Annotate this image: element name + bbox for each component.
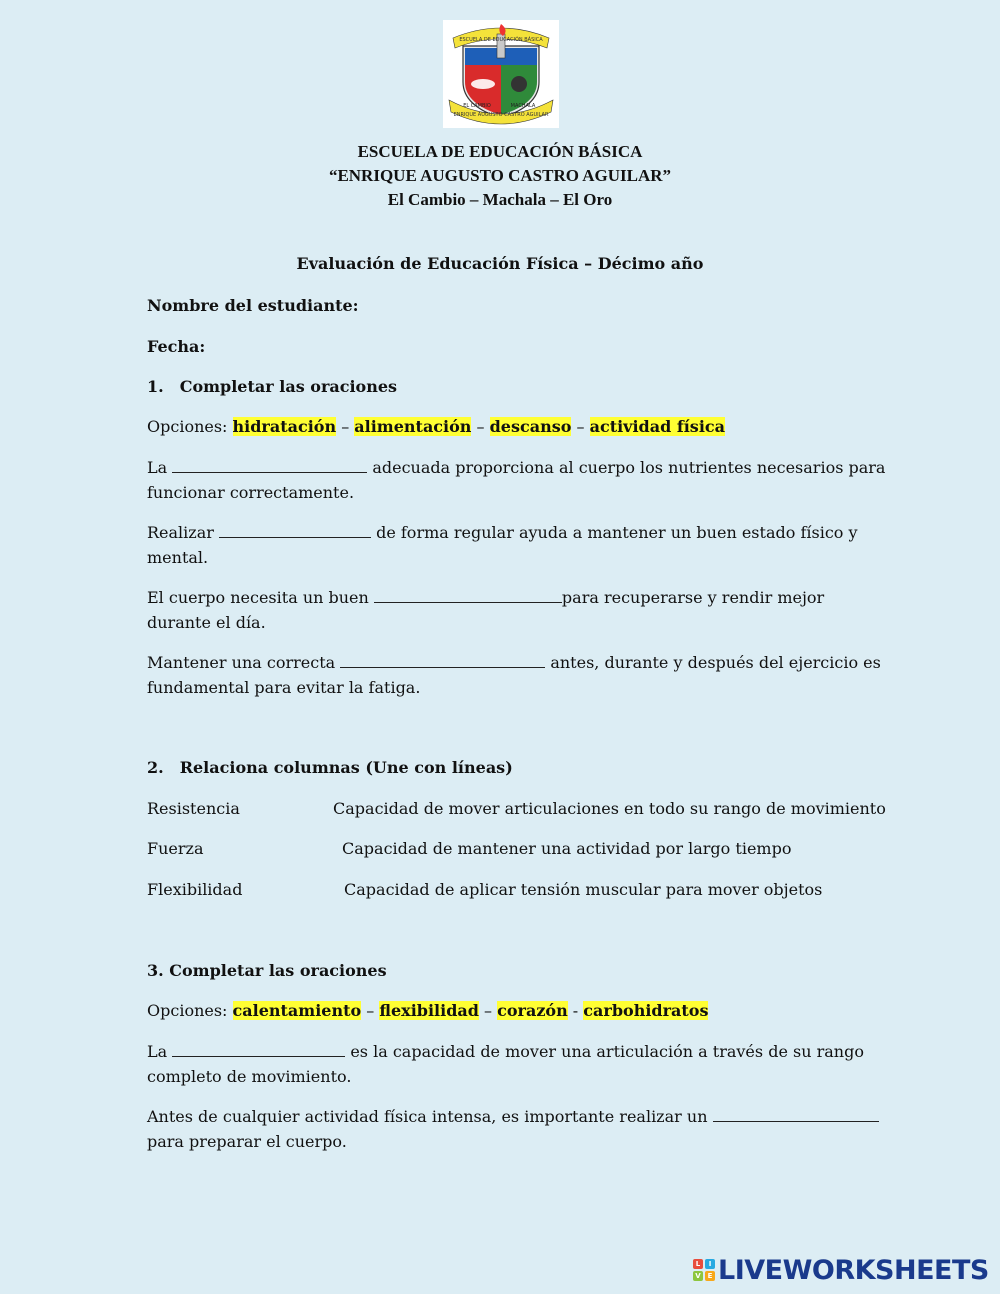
option-flexibilidad: flexibilidad xyxy=(379,1001,479,1020)
s1-sentence1: La adecuada proporciona al cuerpo los nutrientes necesarios para funcionar correctamente. xyxy=(147,458,886,502)
option-descanso: descanso xyxy=(489,417,572,436)
svg-text:MACHALA: MACHALA xyxy=(510,103,536,109)
school-location: El Cambio – Machala – El Oro xyxy=(387,190,613,209)
answer-blank-5[interactable] xyxy=(172,1042,345,1057)
date-label: Fecha: xyxy=(147,337,206,356)
svg-text:ENRIQUE AUGUSTO CASTRO AGUILAR: ENRIQUE AUGUSTO CASTRO AGUILAR xyxy=(453,112,549,118)
school-crest-logo xyxy=(443,20,559,128)
answer-blank-1[interactable] xyxy=(172,458,367,473)
section3-heading: 3. Completar las oraciones xyxy=(147,961,387,980)
section1-heading: 1. Completar las oraciones xyxy=(147,377,398,396)
match-left-2[interactable]: Fuerza xyxy=(147,839,204,858)
option-hidratacion: hidratación xyxy=(232,417,337,436)
student-name-label: Nombre del estudiante: xyxy=(147,296,359,315)
school-name: “ENRIQUE AUGUSTO CASTRO AGUILAR” xyxy=(328,166,672,185)
liveworksheets-wordmark: LIVEWORKSHEETS xyxy=(718,1254,989,1286)
option-corazon: corazón xyxy=(497,1001,568,1020)
s3-sentence2: Antes de cualquier actividad física intensa, es importante realizar un para preparar el cuerpo. xyxy=(147,1105,879,1154)
school-type: ESCUELA DE EDUCACIÓN BÁSICA xyxy=(357,142,643,161)
answer-blank-4[interactable] xyxy=(340,653,545,668)
page-title: Evaluación de Educación Física – Décimo año xyxy=(296,254,704,273)
section2-heading: 2. Relaciona columnas (Une con líneas) xyxy=(147,758,513,777)
s3-sentence1: La es la capacidad de mover una articulación a través de su rango completo de movimiento. xyxy=(147,1042,864,1086)
option-calentamiento: calentamiento xyxy=(232,1001,362,1020)
liveworksheets-logo-icon: L I V E xyxy=(693,1259,715,1281)
section3-options: Opciones: calentamiento – flexibilidad – corazón - carbohidratos xyxy=(147,1001,709,1020)
answer-blank-2[interactable] xyxy=(219,523,371,538)
s1-sentence2: Realizar de forma regular ayuda a mantener un buen estado físico y mental. xyxy=(147,523,858,567)
match-right-3[interactable]: Capacidad de aplicar tensión muscular para mover objetos xyxy=(344,880,823,899)
svg-text:EL CAMBIO: EL CAMBIO xyxy=(463,103,491,109)
answer-blank-6[interactable] xyxy=(713,1107,879,1122)
liveworksheets-brand xyxy=(693,1255,989,1285)
option-carbohidratos: carbohidratos xyxy=(583,1001,709,1020)
s1-sentence3: El cuerpo necesita un buen para recuperarse y rendir mejor durante el día. xyxy=(147,588,825,632)
option-actividad-fisica: actividad física xyxy=(589,417,725,436)
option-alimentacion: alimentación xyxy=(354,417,472,436)
s1-sentence4: Mantener una correcta antes, durante y después del ejercicio es fundamental para evitar la fatiga. xyxy=(147,653,881,697)
match-left-1[interactable]: Resistencia xyxy=(147,799,240,818)
svg-text:ESCUELA DE EDUCACIÓN BÁSICA: ESCUELA DE EDUCACIÓN BÁSICA xyxy=(459,37,543,43)
answer-blank-3[interactable] xyxy=(374,588,562,603)
match-right-2[interactable]: Capacidad de mantener una actividad por largo tiempo xyxy=(342,839,792,858)
section1-options: Opciones: hidratación – alimentación – descanso – actividad física xyxy=(147,417,725,436)
match-right-1[interactable]: Capacidad de mover articulaciones en todo su rango de movimiento xyxy=(333,799,886,818)
match-left-3[interactable]: Flexibilidad xyxy=(147,880,243,899)
